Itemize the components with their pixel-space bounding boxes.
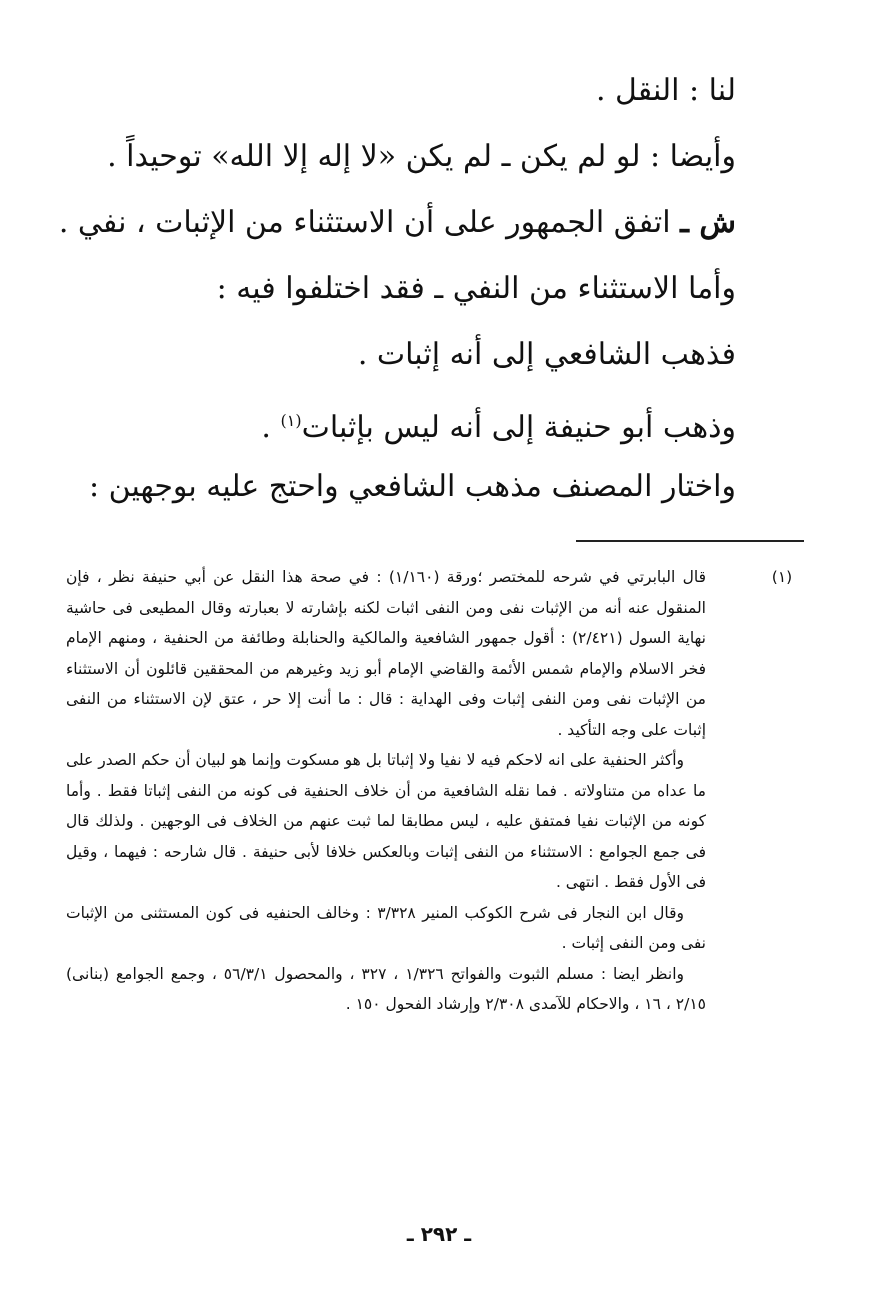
main-line-1 <box>136 58 736 124</box>
main-line-6 <box>136 388 736 454</box>
footnote-paragraph-2: وأكثر الحنفية على انه لاحكم فيه لا نفيا ولا إثباتا بل هو مسكوت وإنما هو لبيان أن حكم الصدر على ما عداه من متناولاته . فما نقله الشافعية من أن خلاف الحنفية فى كونه من النفى إثباتا فقط . وأما كونه من الإثبات نفيا فمتفق عليه ، ليس مطابقا لما ثبت عنهم من الخلاف فى الوجهين . ولذلك قال فى جمع الجوامع : الاستثناء من النفى إثبات وبالعكس خلافا لأبى حنيفة . قال شارحه : فيهما ، وقيل فى الأول فقط . انتهى . <box>66 751 706 891</box>
footnote-paragraph-1: قال البابرتي في شرحه للمختصر ؛ورقة (١/١٦٠) : في صحة هذا النقل عن أبي حنيفة نظر ، فإن المنقول عنه أنه من الإثبات نفى ومن النفى اثبات لكنه بإشارته لا بعبارته وقال المطيعى فى حاشية نهاية السول (٢/٤٢١) : أقول جمهور الشافعية والمالكية والحنابلة وطائفة من الحنفية ، ومنهم الإمام فخر الاسلام والإمام شمس الأئمة والقاضي الإمام أبو زيد وغيرهم من المحققين قائلون أن الاستثناء من الإثبات نفى ومن النفى إثبات وفى الهداية : قال : ما أنت إلا حر ، عتق لإن الاستثناء من النفى إثبات على وجه التأكيد . <box>66 568 706 739</box>
footnote-paragraph-4: وانظر ايضا : مسلم الثبوت والفواتح ١/٣٢٦ ، ٣٢٧ ، والمحصول ٥٦/٣/١ ، وجمع الجوامع (بنانى) ٢/١٥ ، ١٦ ، والاحكام للآمدى ٢/٣٠٨ وإرشاد الفحول ١٥٠ . <box>66 964 706 1013</box>
main-line-7 <box>88 454 736 520</box>
footnote-marker: (١) <box>771 568 793 586</box>
page-number: ـ ٢٩٢ ـ <box>406 1222 472 1246</box>
main-line-7-text: واختار المصنف مذهب الشافعي واحتج عليه بوجهين : <box>88 469 736 504</box>
main-line-4-text: وأما الاستثناء من النفي ـ فقد اختلفوا فيه : <box>216 271 736 306</box>
main-line-3 <box>58 190 736 256</box>
footnote-separator <box>576 540 804 542</box>
main-line-3-text: اتفق الجمهور على أن الاستثناء من الإثبات ، نفي . <box>58 205 671 240</box>
footnote-paragraph-3: وقال ابن النجار فى شرح الكوكب المنير ٣/٣٢٨ : وخالف الحنفيه فى كون المستثنى من الإثبات نفى ومن النفى إثبات . <box>66 903 706 952</box>
footnote-body <box>66 562 706 1020</box>
main-line-1-text: لنا : النقل . <box>595 73 736 108</box>
footnotes <box>66 562 806 1020</box>
commentary-marker: ش ـ <box>680 205 736 240</box>
main-line-4 <box>136 256 736 322</box>
main-text <box>58 58 736 520</box>
main-line-6-text: وذهب أبو حنيفة إلى أنه ليس بإثبات <box>301 410 736 445</box>
main-line-2-text: وأيضا : لو لم يكن ـ لم يكن «لا إله إلا الله» توحيداً . <box>107 139 736 174</box>
main-line-2 <box>107 124 736 190</box>
main-line-5 <box>136 322 736 388</box>
footnote-reference[interactable]: (١) <box>280 411 302 430</box>
main-line-6-end: . <box>261 410 281 445</box>
main-line-5-text: فذهب الشافعي إلى أنه إثبات . <box>357 337 736 372</box>
